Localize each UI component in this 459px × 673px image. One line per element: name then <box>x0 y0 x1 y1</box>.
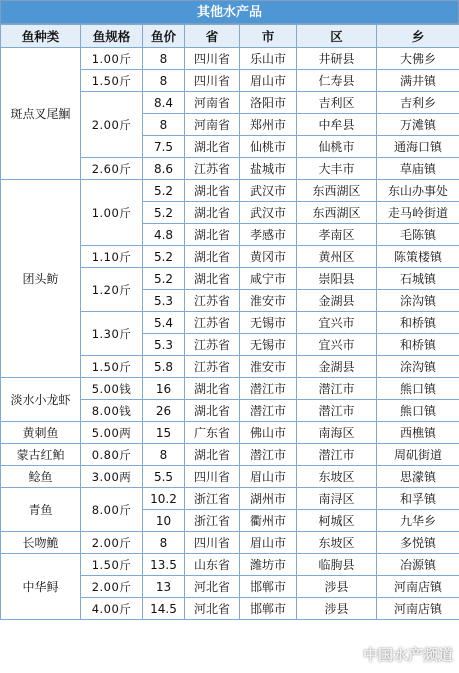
township-cell: 九华乡 <box>377 510 459 532</box>
province-cell: 湖北省 <box>185 136 240 158</box>
province-cell: 四川省 <box>185 466 240 488</box>
city-cell: 郑州市 <box>240 114 297 136</box>
city-cell: 眉山市 <box>240 466 297 488</box>
province-cell: 江苏省 <box>185 312 240 334</box>
watermark-text: 中国水产频道 <box>362 646 453 664</box>
city-cell: 湖州市 <box>240 488 297 510</box>
district-cell: 仁寿县 <box>297 70 377 92</box>
district-cell: 东坡区 <box>297 532 377 554</box>
price-cell: 8.4 <box>143 92 185 114</box>
province-cell: 湖北省 <box>185 224 240 246</box>
header-price: 鱼价 <box>143 25 185 48</box>
header-row <box>1 25 459 48</box>
table-row <box>1 466 459 488</box>
price-cell: 5.3 <box>143 290 185 312</box>
spec-cell: 2.00斤 <box>81 532 143 554</box>
city-cell: 潜江市 <box>240 444 297 466</box>
township-cell: 东山办事处 <box>377 180 459 202</box>
price-cell: 5.2 <box>143 202 185 224</box>
province-cell: 河北省 <box>185 598 240 620</box>
species-cell: 斑点叉尾鮰 <box>1 48 81 180</box>
province-cell: 湖北省 <box>185 444 240 466</box>
province-cell: 湖北省 <box>185 268 240 290</box>
spec-cell: 1.50斤 <box>81 554 143 576</box>
township-cell: 和孚镇 <box>377 488 459 510</box>
city-cell: 衢州市 <box>240 510 297 532</box>
price-cell: 8 <box>143 48 185 70</box>
district-cell: 崇阳县 <box>297 268 377 290</box>
price-cell: 8 <box>143 532 185 554</box>
province-cell: 广东省 <box>185 422 240 444</box>
city-cell: 佛山市 <box>240 422 297 444</box>
species-cell: 蒙古红鲌 <box>1 444 81 466</box>
price-cell: 16 <box>143 378 185 400</box>
township-cell: 冶源镇 <box>377 554 459 576</box>
district-cell: 涉县 <box>297 576 377 598</box>
header-province: 省 <box>185 25 240 48</box>
table-row <box>1 532 459 554</box>
price-cell: 26 <box>143 400 185 422</box>
city-cell: 武汉市 <box>240 180 297 202</box>
species-cell: 团头鲂 <box>1 180 81 378</box>
district-cell: 柯城区 <box>297 510 377 532</box>
township-cell: 涂沟镇 <box>377 356 459 378</box>
township-cell: 毛陈镇 <box>377 224 459 246</box>
township-cell: 思濛镇 <box>377 466 459 488</box>
header-district: 区 <box>297 25 377 48</box>
spec-cell: 1.00斤 <box>81 48 143 70</box>
township-cell: 涂沟镇 <box>377 290 459 312</box>
province-cell: 江苏省 <box>185 158 240 180</box>
district-cell: 潜江市 <box>297 444 377 466</box>
header-city: 市 <box>240 25 297 48</box>
city-cell: 潜江市 <box>240 400 297 422</box>
species-cell: 鲶鱼 <box>1 466 81 488</box>
city-cell: 武汉市 <box>240 202 297 224</box>
price-cell: 13.5 <box>143 554 185 576</box>
price-cell: 5.3 <box>143 334 185 356</box>
province-cell: 河北省 <box>185 576 240 598</box>
table-body <box>1 48 459 620</box>
district-cell: 潜江市 <box>297 378 377 400</box>
township-cell: 和桥镇 <box>377 334 459 356</box>
price-table <box>0 24 459 620</box>
province-cell: 湖北省 <box>185 246 240 268</box>
province-cell: 湖北省 <box>185 378 240 400</box>
city-cell: 邯郸市 <box>240 598 297 620</box>
township-cell: 河南店镇 <box>377 576 459 598</box>
province-cell: 江苏省 <box>185 356 240 378</box>
province-cell: 江苏省 <box>185 334 240 356</box>
price-cell: 8 <box>143 444 185 466</box>
district-cell: 金湖县 <box>297 356 377 378</box>
table-header <box>1 25 459 48</box>
header-township: 乡 <box>377 25 459 48</box>
township-cell: 走马岭街道 <box>377 202 459 224</box>
table-row <box>1 180 459 202</box>
township-cell: 和桥镇 <box>377 312 459 334</box>
city-cell: 盐城市 <box>240 158 297 180</box>
district-cell: 南浔区 <box>297 488 377 510</box>
township-cell: 满井镇 <box>377 70 459 92</box>
spec-cell: 8.00斤 <box>81 488 143 532</box>
township-cell: 河南店镇 <box>377 598 459 620</box>
price-cell: 8 <box>143 70 185 92</box>
township-cell: 熊口镇 <box>377 400 459 422</box>
district-cell: 东西湖区 <box>297 180 377 202</box>
district-cell: 黄州区 <box>297 246 377 268</box>
city-cell: 孝感市 <box>240 224 297 246</box>
city-cell: 眉山市 <box>240 532 297 554</box>
price-cell: 7.5 <box>143 136 185 158</box>
table-row <box>1 444 459 466</box>
table-row <box>1 422 459 444</box>
province-cell: 四川省 <box>185 48 240 70</box>
city-cell: 淮安市 <box>240 356 297 378</box>
township-cell: 万滩镇 <box>377 114 459 136</box>
spec-cell: 3.00两 <box>81 466 143 488</box>
city-cell: 无锡市 <box>240 334 297 356</box>
township-cell: 草庙镇 <box>377 158 459 180</box>
district-cell: 宜兴市 <box>297 334 377 356</box>
price-cell: 8.6 <box>143 158 185 180</box>
species-cell: 黄刺鱼 <box>1 422 81 444</box>
spec-cell: 1.50斤 <box>81 356 143 378</box>
province-cell: 浙江省 <box>185 510 240 532</box>
table-row <box>1 378 459 400</box>
price-cell: 13 <box>143 576 185 598</box>
price-cell: 10.2 <box>143 488 185 510</box>
price-cell: 4.8 <box>143 224 185 246</box>
table-row <box>1 48 459 70</box>
header-species: 鱼种类 <box>1 25 81 48</box>
price-cell: 15 <box>143 422 185 444</box>
spec-cell: 2.00斤 <box>81 92 143 158</box>
spec-cell: 2.60斤 <box>81 158 143 180</box>
district-cell: 金湖县 <box>297 290 377 312</box>
spec-cell: 1.20斤 <box>81 268 143 312</box>
district-cell: 大丰市 <box>297 158 377 180</box>
city-cell: 咸宁市 <box>240 268 297 290</box>
spec-cell: 1.10斤 <box>81 246 143 268</box>
district-cell: 中牟县 <box>297 114 377 136</box>
township-cell: 熊口镇 <box>377 378 459 400</box>
species-cell: 淡水小龙虾 <box>1 378 81 422</box>
price-cell: 5.2 <box>143 268 185 290</box>
price-cell: 10 <box>143 510 185 532</box>
price-cell: 5.4 <box>143 312 185 334</box>
city-cell: 眉山市 <box>240 70 297 92</box>
price-cell: 8 <box>143 114 185 136</box>
township-cell: 多悦镇 <box>377 532 459 554</box>
province-cell: 浙江省 <box>185 488 240 510</box>
table-title: 其他水产品 <box>0 0 459 24</box>
province-cell: 河南省 <box>185 92 240 114</box>
district-cell: 南海区 <box>297 422 377 444</box>
township-cell: 陈策楼镇 <box>377 246 459 268</box>
city-cell: 无锡市 <box>240 312 297 334</box>
price-cell: 5.2 <box>143 246 185 268</box>
province-cell: 江苏省 <box>185 290 240 312</box>
species-cell: 长吻鮠 <box>1 532 81 554</box>
district-cell: 孝南区 <box>297 224 377 246</box>
province-cell: 四川省 <box>185 70 240 92</box>
province-cell: 湖北省 <box>185 400 240 422</box>
province-cell: 山东省 <box>185 554 240 576</box>
price-cell: 5.2 <box>143 180 185 202</box>
price-cell: 14.5 <box>143 598 185 620</box>
district-cell: 潜江市 <box>297 400 377 422</box>
city-cell: 淮安市 <box>240 290 297 312</box>
species-cell: 青鱼 <box>1 488 81 532</box>
province-cell: 湖北省 <box>185 180 240 202</box>
district-cell: 宜兴市 <box>297 312 377 334</box>
price-cell: 5.8 <box>143 356 185 378</box>
spec-cell: 5.00钱 <box>81 378 143 400</box>
city-cell: 潜江市 <box>240 378 297 400</box>
province-cell: 四川省 <box>185 532 240 554</box>
city-cell: 黄冈市 <box>240 246 297 268</box>
city-cell: 乐山市 <box>240 48 297 70</box>
table-row <box>1 554 459 576</box>
district-cell: 吉利区 <box>297 92 377 114</box>
district-cell: 涉县 <box>297 598 377 620</box>
city-cell: 仙桃市 <box>240 136 297 158</box>
spec-cell: 8.00钱 <box>81 400 143 422</box>
province-cell: 河南省 <box>185 114 240 136</box>
province-cell: 湖北省 <box>185 202 240 224</box>
spec-cell: 1.30斤 <box>81 312 143 356</box>
table-row <box>1 488 459 510</box>
township-cell: 石城镇 <box>377 268 459 290</box>
species-cell: 中华鲟 <box>1 554 81 620</box>
district-cell: 东西湖区 <box>297 202 377 224</box>
district-cell: 井研县 <box>297 48 377 70</box>
district-cell: 仙桃市 <box>297 136 377 158</box>
city-cell: 洛阳市 <box>240 92 297 114</box>
district-cell: 东坡区 <box>297 466 377 488</box>
township-cell: 通海口镇 <box>377 136 459 158</box>
township-cell: 吉利乡 <box>377 92 459 114</box>
district-cell: 临朐县 <box>297 554 377 576</box>
spec-cell: 5.00两 <box>81 422 143 444</box>
spec-cell: 0.80斤 <box>81 444 143 466</box>
spec-cell: 1.50斤 <box>81 70 143 92</box>
spec-cell: 2.00斤 <box>81 576 143 598</box>
city-cell: 潍坊市 <box>240 554 297 576</box>
spec-cell: 4.00斤 <box>81 598 143 620</box>
spec-cell: 1.00斤 <box>81 180 143 246</box>
township-cell: 大佛乡 <box>377 48 459 70</box>
township-cell: 西樵镇 <box>377 422 459 444</box>
city-cell: 邯郸市 <box>240 576 297 598</box>
header-spec: 鱼规格 <box>81 25 143 48</box>
price-cell: 5.5 <box>143 466 185 488</box>
township-cell: 周矶街道 <box>377 444 459 466</box>
